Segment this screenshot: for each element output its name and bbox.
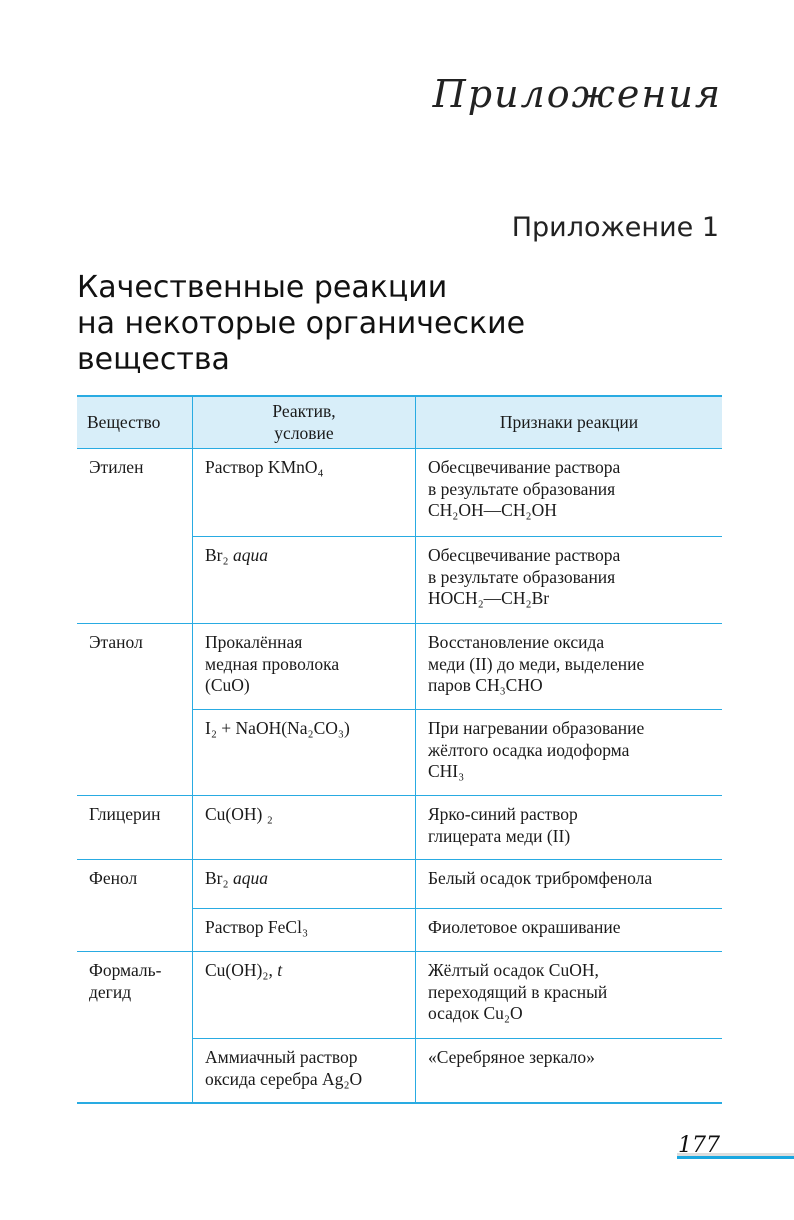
reactions-table xyxy=(77,395,722,1104)
reagent-text: Br₂ xyxy=(205,545,233,565)
reaction-sign-cell: Фиолетовое окрашивание xyxy=(416,909,723,952)
reagent-text: Cu(OH) ₂ xyxy=(205,804,273,824)
reagent-cell xyxy=(193,796,416,860)
table-row xyxy=(77,796,722,860)
reagent-cell xyxy=(193,537,416,624)
reagent-cell xyxy=(193,624,416,710)
substance-cell: Фенол xyxy=(77,860,193,952)
header-reagent: Реактив, условие xyxy=(193,396,416,449)
table-row xyxy=(77,952,722,1039)
reagent-cell xyxy=(193,909,416,952)
reagent-cell xyxy=(193,1039,416,1104)
reagent-cell xyxy=(193,952,416,1039)
reagent-text: I₂ + NaOH(Na₂CO₃) xyxy=(205,718,350,738)
reagent-text: Раствор KMnO₄ xyxy=(205,457,324,477)
title-line: Качественные реакции xyxy=(77,270,448,305)
table-row xyxy=(77,624,722,710)
header-substance: Вещество xyxy=(77,396,193,449)
reagent-condition: t xyxy=(277,960,283,980)
reaction-sign-cell: Восстановление оксида меди (II) до меди, выделение паров CH₃CHO xyxy=(416,624,723,710)
substance-cell: Этилен xyxy=(77,449,193,624)
appendix-label: Приложение 1 xyxy=(511,212,719,243)
reaction-sign-cell: Обесцвечивание раствора в результате образования HOCH₂—CH₂Br xyxy=(416,537,723,624)
page-title xyxy=(77,270,525,378)
reagent-text: Cu(OH)₂, xyxy=(205,960,278,980)
reaction-sign-cell: «Серебряное зеркало» xyxy=(416,1039,723,1104)
table-row xyxy=(77,860,722,909)
reagent-text: Раствор FeCl₃ xyxy=(205,917,309,937)
reagent-condition: aqua xyxy=(232,545,268,565)
reagent-cell xyxy=(193,860,416,909)
reaction-sign-cell: Обесцвечивание раствора в результате образования CH₂OH—CH₂OH xyxy=(416,449,723,537)
reaction-sign-cell: При нагревании образование жёлтого осадка иодоформа CHI₃ xyxy=(416,710,723,796)
substance-cell: Этанол xyxy=(77,624,193,796)
section-title: Приложения xyxy=(432,72,722,116)
reagent-text: Аммиачный раствор оксида серебра Ag₂O xyxy=(205,1047,363,1089)
reagent-cell xyxy=(193,449,416,537)
header-signs: Признаки реакции xyxy=(416,396,723,449)
reagent-condition: aqua xyxy=(232,868,268,888)
table-header-row xyxy=(77,396,722,449)
substance-cell: Глицерин xyxy=(77,796,193,860)
reaction-sign-cell: Жёлтый осадок CuOH, переходящий в красный осадок Cu₂O xyxy=(416,952,723,1039)
substance-cell: Формаль- дегид xyxy=(77,952,193,1104)
reagent-text: Прокалённая медная проволока (CuO) xyxy=(205,632,340,695)
reagent-cell xyxy=(193,710,416,796)
reaction-sign-cell: Ярко-синий раствор глицерата меди (II) xyxy=(416,796,723,860)
reaction-sign-cell: Белый осадок трибромфенола xyxy=(416,860,723,909)
table-row xyxy=(77,449,722,537)
title-line: вещества xyxy=(77,342,230,377)
reagent-text: Br₂ xyxy=(205,868,233,888)
page-number: 177 xyxy=(678,1133,720,1158)
title-line: на некоторые органические xyxy=(77,306,526,341)
